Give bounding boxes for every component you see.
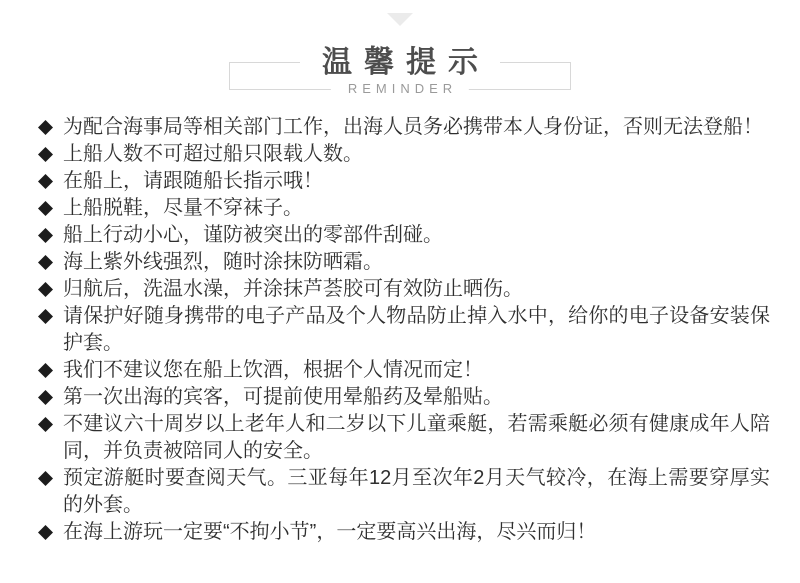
tip-text: 第一次出海的宾客，可提前使用晕船药及晕船贴。 [63, 386, 503, 408]
tip-text: 上船人数不可超过船只限载人数。 [63, 143, 363, 165]
list-item [38, 303, 770, 357]
list-item [38, 114, 770, 141]
list-item [38, 195, 770, 222]
list-item [38, 384, 770, 411]
diamond-bullet-icon [38, 228, 53, 243]
diamond-bullet-icon [38, 471, 53, 486]
diamond-bullet-icon [38, 201, 53, 216]
list-item [38, 168, 770, 195]
tip-text: 船上行动小心，谨防被突出的零部件刮碰。 [63, 224, 443, 246]
diamond-bullet-icon [38, 309, 53, 324]
diamond-bullet-icon [38, 147, 53, 162]
diamond-bullet-icon [38, 174, 53, 189]
tip-text: 我们不建议您在船上饮酒，根据个人情况而定！ [63, 359, 483, 381]
list-item [38, 141, 770, 168]
header-frame [229, 46, 571, 96]
tips-list [38, 114, 770, 546]
diamond-bullet-icon [38, 255, 53, 270]
diamond-bullet-icon [38, 390, 53, 405]
tip-text: 不建议六十周岁以上老年人和二岁以下儿童乘艇，若需乘艇必须有健康成年人陪同，并负责被陪同人的安全。 [63, 413, 770, 462]
page-title: 温馨提示 [300, 45, 500, 81]
diamond-bullet-icon [38, 282, 53, 297]
triangle-down-icon [387, 13, 413, 26]
list-item [38, 465, 770, 519]
list-item [38, 249, 770, 276]
diamond-bullet-icon [38, 363, 53, 378]
list-item [38, 276, 770, 303]
list-item [38, 222, 770, 249]
page-subtitle: REMINDER [331, 80, 469, 98]
tip-text: 归航后，洗温水澡，并涂抹芦荟胶可有效防止晒伤。 [63, 278, 523, 300]
tip-text: 请保护好随身携带的电子产品及个人物品防止掉入水中，给你的电子设备安装保护套。 [63, 305, 770, 354]
tip-text: 为配合海事局等相关部门工作，出海人员务必携带本人身份证，否则无法登船！ [63, 116, 763, 138]
reminder-notice-page [0, 13, 800, 583]
list-item [38, 357, 770, 384]
tip-text: 在海上游玩一定要“不拘小节”，一定要高兴出海，尽兴而归！ [63, 521, 597, 543]
diamond-bullet-icon [38, 120, 53, 135]
tip-text: 海上紫外线强烈，随时涂抹防晒霜。 [63, 251, 383, 273]
diamond-bullet-icon [38, 417, 53, 432]
diamond-bullet-icon [38, 525, 53, 540]
tip-text: 在船上，请跟随船长指示哦！ [63, 170, 323, 192]
list-item [38, 411, 770, 465]
tip-text: 预定游艇时要查阅天气。三亚每年12月至次年2月天气较冷，在海上需要穿厚实的外套。 [63, 467, 770, 516]
list-item [38, 519, 770, 546]
tip-text: 上船脱鞋，尽量不穿袜子。 [63, 197, 303, 219]
